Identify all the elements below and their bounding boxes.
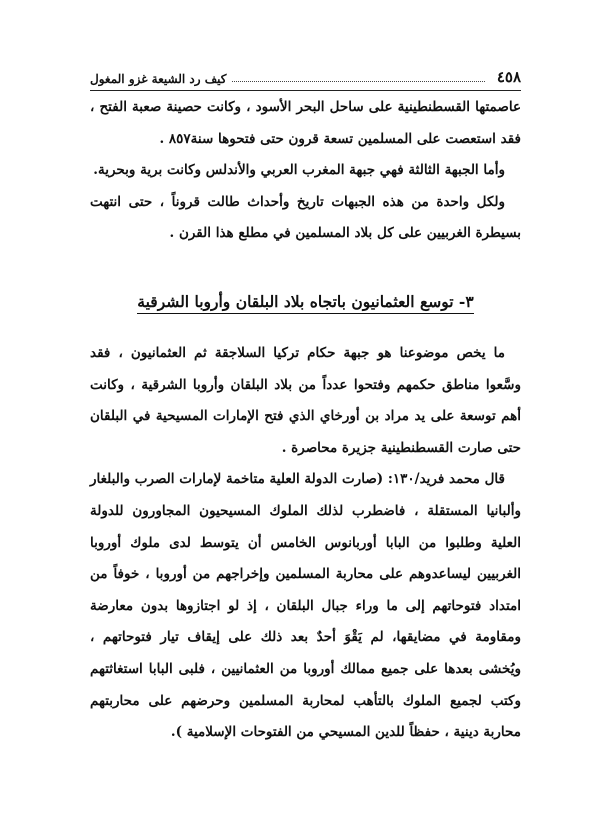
intro-paragraph-3: ولكل واحدة من هذه الجبهات تاريخ وأحداث طالت قروناً ، حتى انتهت بسيطرة الغربيين على كل بلاد المسلمين في مطلع هذا القرن .: [90, 193, 521, 242]
page-number: ٤٥٨: [496, 68, 521, 86]
section-heading: [90, 292, 521, 314]
section-paragraph-1: ما يخص موضوعنا هو جبهة حكام تركيا السلاجقة ثم العثمانيون ، فقد وسَّعوا مناطق حكمهم وفتحوا عدداً من بلاد البلقان وأروبا الشرقية ، وكانت أهم توسعة على يد مراد بن أورخاي الذي فتح الإمارات المسيحية في البلقان حتى صارت القسطنطينية جزيرة محاصرة .: [90, 345, 521, 456]
book-title: كيف رد الشيعة غزو المغول: [90, 72, 227, 86]
header-dot-leader: [232, 81, 484, 82]
section-text: [90, 338, 521, 749]
section-paragraph-2: قال محمد فريد/١٣٠: (صارت الدولة العلية متاخمة لإمارات الصرب والبلغار وألبانيا المستقلة ، فاضطرب لذلك الملوك المسيحيون المجاورون للدولة العلية وطلبوا من البابا أوربانوس الخامس أن يتوسط لدى ملوك أوروبا الغربيين ليساعدوهم على محاربة المسلمين وإخراجهم من أوروبا ، خوفاً من امتداد فتوحاتهم إلى ما وراء جبال البلقان ، إذ لو اجتازوها بدون معارضة ومقاومة في مضايقها، لم يَقْوَ أحدٌ بعد ذلك على إيقاف تيار فتوحاتهم ، ويُخشى بعدها على جميع ممالك أوروبا من العثمانيين ، فلبى البابا استغاثتهم وكتب لجميع الملوك بالتأهب لمحاربة المسلمين وحرضهم على محاربتهم محاربة دينية ، حفظاً للدين المسيحي من الفتوحات الإسلامية ).: [90, 471, 521, 741]
intro-paragraph-1: عاصمتها القسطنطينية على ساحل البحر الأسود ، وكانت حصينة صعبة الفتح ، فقد استعصت على المسلمين تسعة قرون حتى فتحوها سنة٨٥٧ .: [90, 99, 521, 147]
intro-paragraph-2: وأما الجبهة الثالثة فهي جبهة المغرب العربي والأندلس وكانت برية وبحرية.: [93, 162, 505, 179]
running-header: [90, 64, 521, 86]
header-rule: [90, 90, 521, 91]
intro-text: [90, 92, 521, 250]
section-heading-text: ٣- توسع العثمانيون باتجاه بلاد البلقان وأروبا الشرقية: [137, 292, 473, 314]
